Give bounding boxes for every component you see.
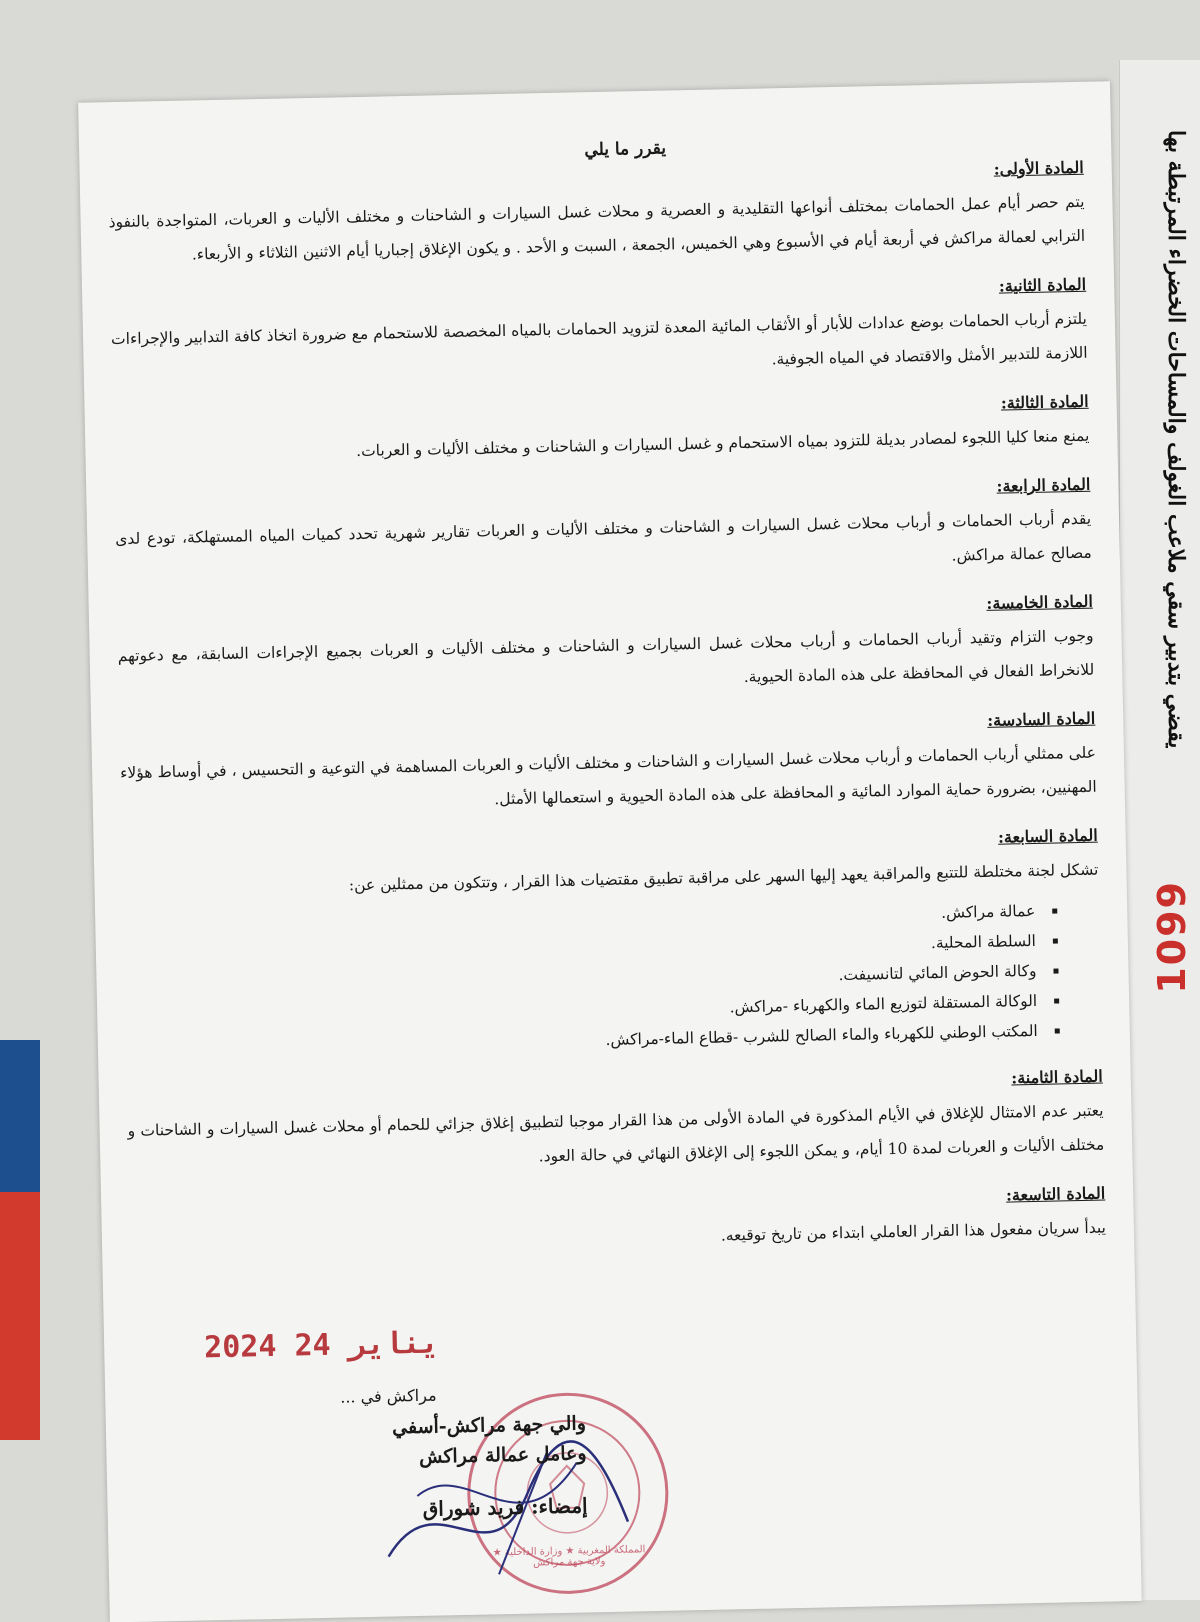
signatory-block (286, 1408, 588, 1526)
decree-body (107, 130, 1107, 1287)
list-item: ▪ وكالة الحوض المائي لتانسيفت. (124, 956, 1042, 1005)
article-heading: المادة الرابعة: (996, 474, 1091, 496)
article-9 (129, 1184, 1106, 1265)
article-2 (110, 275, 1088, 390)
background-page-stamp-number: 1099 (1150, 880, 1194, 994)
article-5 (117, 592, 1095, 707)
decree-page (78, 81, 1142, 1622)
list-item: ▪ عمالة مراكش. (123, 896, 1041, 945)
article-text: تشكل لجنة مختلطة للتتبع والمراقبة يعهد إليها السهر على مراقبة تطبيق مقتضيات هذا القرار ، وتتكون من ممثلين عن: (348, 860, 1099, 895)
signatory-title: والي جهة مراكش-أسفي (391, 1412, 587, 1439)
article-text: يلتزم أرباب الحمامات بوضع عدادات للأبار أو الأثقاب المائية المعدة لتزويد الحمامات بالمياه المخصصة للاستحمام مع ضرورة اتخاذ كافة التدابير والإجراءات اللازمة للتدبير الأمثل والاقتصاد في المياه الجوفية. (110, 309, 1088, 369)
article-heading: المادة السابعة: (997, 825, 1098, 847)
article-text: على ممثلي أرباب الحمامات و أرباب محلات غسل السيارات و الشاحنات و مختلف الأليات و العربات المساهمة في التوعية و التحسيس ، في أوساط هؤلاء المهنيين، بضرورة حماية الموارد المائية و المحافظة على هذه المادة الحيوية و استعمالها الأمثل. (119, 743, 1097, 809)
article-text: وجوب التزام وتقيد أرباب الحمامات و أرباب محلات غسل السيارات و الشاحنات و مختلف الأليات و العربات بجميع الإجراءات السابقة، مع دعوتهم للانخراط الفعال في المحافظة على هذه المادة الحيوية. (117, 626, 1095, 686)
article-3 (113, 392, 1090, 473)
decides-heading: يقرر ما يلي (584, 138, 667, 161)
article-text: يقدم أرباب الحمامات و أرباب محلات غسل السيارات و الشاحنات و مختلف الأليات و العربات تقارير شهرية تحدد كميات المياه المستهلكة، تودع لدى مصالح عمالة مراكش. (115, 509, 1092, 565)
article-heading: المادة الثالثة: (1000, 391, 1089, 413)
article-4 (114, 475, 1092, 590)
seal-text: المملكة المغربية ★ وزارة الداخلية ★ ولاية جهة مراكش (492, 1544, 646, 1569)
article-heading: المادة التاسعة: (1005, 1183, 1106, 1205)
committee-members-list (123, 895, 1072, 1065)
article-text: يتم حصر أيام عمل الحمامات بمختلف أنواعها التقليدية و العصرية و محلات غسل السيارات و الشاحنات و مختلف الأليات و العربات، المتواجدة بالنفوذ الترابي لعمالة مراكش في أربعة أيام في الأسبوع وهي الخميس، الجمعة ، السبت و الأحد . و يكون الإغلاق إجباريا أيام الاثنين الثلاثاء و الأربعاء. (108, 192, 1086, 264)
list-item: ▪ السلطة المحلية. (124, 926, 1042, 975)
article-text: يعتبر عدم الامتثال للإغلاق في الأيام المذكورة في المادة الأولى من هذا القرار موجبا لتطبيق إغلاق جزائي للحمام أو محلات غسل السيارات و الشاحنات و مختلف الأليات و العربات لمدة 10 أيام، و يمكن اللجوء إلى الإغلاق النهائي في حالة العود. (127, 1101, 1105, 1166)
articles-list (108, 158, 1107, 1265)
place-line: مراكش في ... (340, 1385, 437, 1407)
date-stamp: 2024 يناير 24 (203, 1325, 440, 1366)
article-heading: المادة السادسة: (987, 708, 1096, 730)
article-text: يمنع منعا كليا اللجوء لمصادر بديلة للتزود بمياه الاستحمام و غسل السيارات و الشاحنات و مختلف الأليات و العربات. (355, 426, 1090, 461)
article-heading: المادة الثانية: (998, 274, 1087, 296)
list-item: ▪ المكتب الوطني للكهرباء والماء الصالح للشرب -قطاع الماء-مراكش. (126, 1016, 1044, 1065)
article-6 (119, 709, 1097, 824)
article-8 (127, 1067, 1105, 1182)
article-heading: المادة الخامسة: (986, 591, 1093, 613)
article-text: يبدأ سريان مفعول هذا القرار العاملي ابتداء من تاريخ توقيعه. (720, 1218, 1107, 1245)
signatory-subtitle: وعامل عمالة مراكش (418, 1442, 587, 1468)
article-1 (108, 158, 1086, 273)
background-booklet (0, 1040, 40, 1440)
background-page-header: يقضي بتدبير سقي ملاعب الغولف والمساحات الخضراء المرتبطة بها (1163, 130, 1189, 749)
article-heading: المادة الأولى: (993, 157, 1084, 179)
article-heading: المادة الثامنة: (1011, 1066, 1103, 1088)
article-7 (122, 826, 1102, 1065)
list-item: ▪ الوكالة المستقلة لتوزيع الماء والكهرباء -مراكش. (125, 986, 1043, 1035)
signatory-name: إمضاء: فريد شوراق (422, 1493, 588, 1521)
